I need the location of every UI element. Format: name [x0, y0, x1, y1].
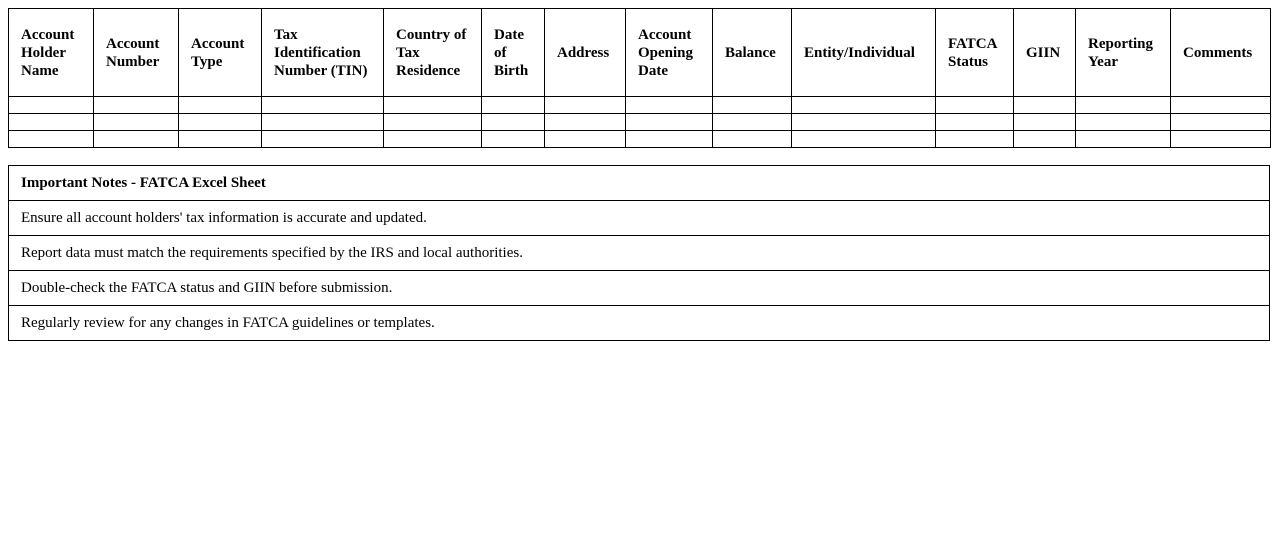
note-row [9, 236, 1270, 271]
table-cell [626, 131, 713, 148]
table-row [9, 114, 1271, 131]
table-header-row [9, 9, 1271, 97]
table-cell [545, 97, 626, 114]
table-cell [1014, 114, 1076, 131]
page [8, 8, 1270, 341]
table-cell [384, 114, 482, 131]
important-notes-table [8, 165, 1270, 341]
table-cell [262, 114, 384, 131]
notes-header-row [9, 166, 1270, 201]
table-cell [384, 131, 482, 148]
table-cell [1171, 97, 1271, 114]
column-header-giin: GIIN [1014, 9, 1076, 97]
table-cell [713, 114, 792, 131]
table-cell [713, 131, 792, 148]
note-text: Double-check the FATCA status and GIIN before submission. [9, 271, 1270, 306]
table-row [9, 97, 1271, 114]
table-cell [1014, 131, 1076, 148]
table-cell [936, 97, 1014, 114]
table-cell [384, 97, 482, 114]
table-cell [262, 131, 384, 148]
table-cell [9, 131, 94, 148]
column-header-account-type: Account Type [179, 9, 262, 97]
table-cell [1171, 114, 1271, 131]
table-cell [792, 131, 936, 148]
notes-title: Important Notes - FATCA Excel Sheet [9, 166, 1270, 201]
table-cell [936, 114, 1014, 131]
table-cell [1014, 97, 1076, 114]
table-cell [179, 131, 262, 148]
column-header-balance: Balance [713, 9, 792, 97]
table-cell [1171, 131, 1271, 148]
note-row [9, 271, 1270, 306]
table-cell [545, 114, 626, 131]
column-header-date-of-birth: Date of Birth [482, 9, 545, 97]
table-row [9, 131, 1271, 148]
table-cell [626, 97, 713, 114]
table-cell [792, 97, 936, 114]
table-cell [792, 114, 936, 131]
table-cell [179, 97, 262, 114]
table-cell [482, 114, 545, 131]
table-cell [179, 114, 262, 131]
column-header-fatca-status: FATCA Status [936, 9, 1014, 97]
table-cell [262, 97, 384, 114]
note-text: Regularly review for any changes in FATCA guidelines or templates. [9, 306, 1270, 341]
column-header-account-opening-date: Account Opening Date [626, 9, 713, 97]
column-header-country-of-tax-residence: Country of Tax Residence [384, 9, 482, 97]
table-cell [545, 131, 626, 148]
table-cell [9, 114, 94, 131]
column-header-account-number: Account Number [94, 9, 179, 97]
note-row [9, 306, 1270, 341]
note-text: Report data must match the requirements specified by the IRS and local authorities. [9, 236, 1270, 271]
column-header-account-holder-name: Account Holder Name [9, 9, 94, 97]
table-cell [94, 131, 179, 148]
table-cell [94, 97, 179, 114]
table-cell [482, 97, 545, 114]
table-cell [626, 114, 713, 131]
column-header-reporting-year: Reporting Year [1076, 9, 1171, 97]
table-cell [9, 97, 94, 114]
column-header-tin: Tax Identification Number (TIN) [262, 9, 384, 97]
column-header-address: Address [545, 9, 626, 97]
table-cell [936, 131, 1014, 148]
table-cell [713, 97, 792, 114]
column-header-comments: Comments [1171, 9, 1271, 97]
note-row [9, 201, 1270, 236]
table-cell [94, 114, 179, 131]
table-cell [1076, 97, 1171, 114]
table-cell [482, 131, 545, 148]
table-cell [1076, 131, 1171, 148]
note-text: Ensure all account holders' tax information is accurate and updated. [9, 201, 1270, 236]
fatca-data-table [8, 8, 1271, 148]
table-cell [1076, 114, 1171, 131]
column-header-entity-individual: Entity/Individual [792, 9, 936, 97]
